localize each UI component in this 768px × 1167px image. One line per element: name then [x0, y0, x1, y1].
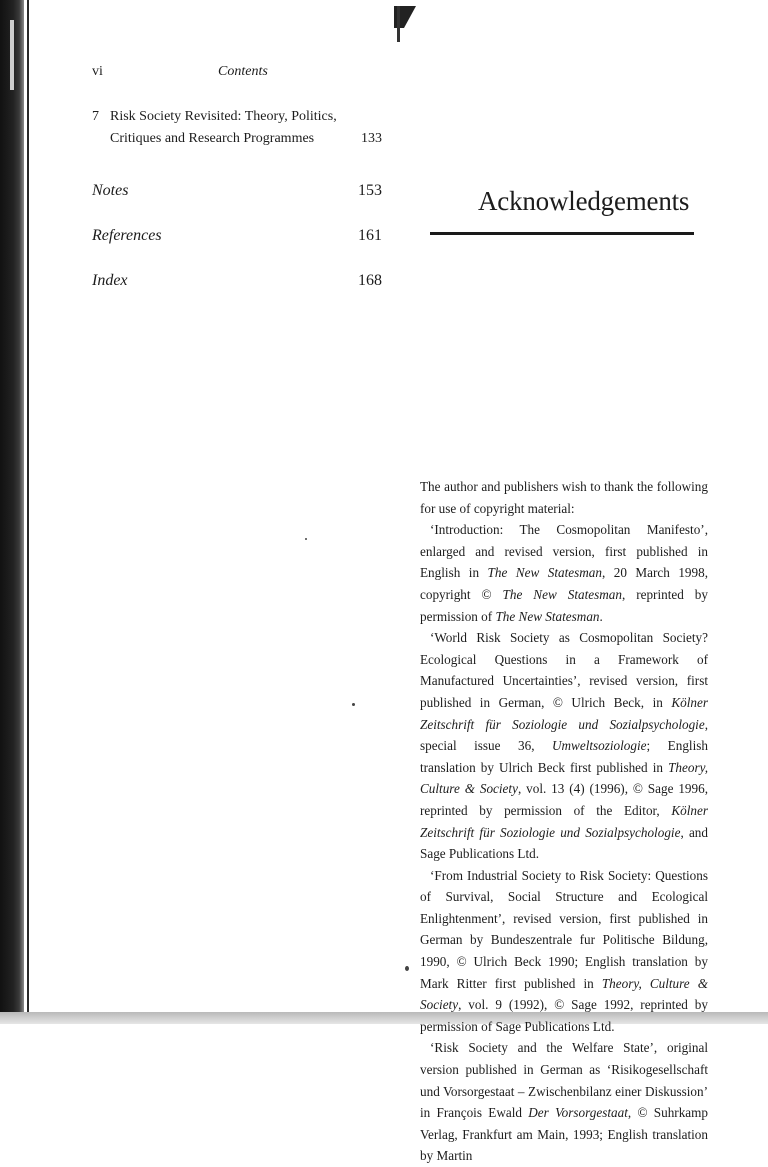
entry-text: , reprinted by permission of	[420, 586, 708, 624]
toc-item-label: Notes	[92, 182, 129, 199]
entry-text: , special issue 36,	[420, 716, 708, 754]
acknowledgement-entry	[420, 519, 708, 627]
entry-text: ‘Risk Society and the Welfare State’, original version published in German as ‘Risikogesellschaft und Vorsorgestaat – Zwischenbilanz einer Diskussion’ in François Ewald	[420, 1040, 708, 1121]
publication-title: The New Statesman	[495, 608, 600, 624]
entry-text: , vol. 9 (1992), © Sage 1992, reprinted by permission of Sage Publications Ltd.	[420, 997, 708, 1034]
running-head	[92, 62, 392, 84]
toc-item-page: 168	[358, 272, 382, 289]
scan-mark-stroke	[397, 6, 400, 42]
entry-text: .	[599, 608, 603, 624]
toc-item-references[interactable]	[92, 227, 382, 245]
chapter-number: 7	[92, 109, 99, 124]
scan-speck	[352, 703, 355, 706]
publication-title: Theory, Culture & Society	[420, 975, 708, 1013]
toc-chapter-entry[interactable]	[92, 106, 382, 150]
entry-text: , 20 March 1998, copyright ©	[420, 565, 708, 602]
entry-text: ‘From Industrial Society to Risk Society: Questions of Survival, Social Structure and Ecological Enlightenment’, revised version, first published in German by Bundeszentrale fur Politische Bildung, 1990, © Ulrich Beck 1990; English translation by Mark Ritter first published in	[420, 867, 708, 991]
acknowledgements-page	[420, 0, 720, 1164]
acknowledgement-entry	[420, 865, 708, 1038]
title-rule	[430, 232, 694, 235]
toc-item-notes[interactable]	[92, 182, 382, 200]
binding-highlight	[10, 20, 14, 90]
page-title: Acknowledgements	[478, 186, 690, 216]
entry-text: , and Sage Publications Ltd.	[420, 824, 708, 862]
publication-title: Kölner Zeitschrift für Soziologie und Sozialpsychologie	[420, 802, 708, 840]
intro-paragraph: The author and publishers wish to thank the following for use of copyright material:	[420, 479, 708, 516]
toc-item-page: 153	[358, 182, 382, 199]
binding-edge-line	[27, 0, 29, 1012]
toc-item-label: References	[92, 227, 162, 244]
entry-text: , © Suhrkamp Verlag, Frankfurt am Main, 1993; English translation by Martin	[420, 1105, 708, 1164]
scan-speck	[305, 538, 307, 540]
publication-title: The New Statesman	[487, 565, 602, 581]
scan-speck	[405, 966, 409, 971]
acknowledgement-entry	[420, 1037, 708, 1167]
toc-item-label: Index	[92, 272, 128, 289]
publication-title: Der Vorsorgestaat	[528, 1105, 628, 1121]
toc-item-page: 161	[358, 227, 382, 244]
publication-title: Theory, Culture & Society	[420, 759, 708, 797]
entry-text: ; English translation by Ulrich Beck first published in	[420, 738, 708, 775]
binding-shadow	[0, 0, 24, 1012]
entry-text: ‘World Risk Society as Cosmopolitan Society? Ecological Questions in a Framework of Manufactured Uncertainties’, revised version, first published in German, © Ulrich Beck, in	[420, 630, 708, 710]
entry-text: ‘Introduction: The Cosmopolitan Manifesto’, enlarged and revised version, first published in English in	[420, 522, 708, 581]
table-of-contents	[92, 106, 382, 150]
publication-title: Umweltsoziologie	[552, 738, 647, 754]
entry-text: , vol. 13 (4) (1996), © Sage 1996, reprinted by permission of the Editor,	[420, 781, 708, 818]
toc-item-index[interactable]	[92, 272, 382, 290]
acknowledgements-body	[420, 476, 708, 1167]
publication-title: The New Statesman	[502, 586, 622, 602]
contents-page	[92, 62, 392, 289]
chapter-page: 133	[361, 131, 382, 146]
page-number: vi	[92, 64, 103, 79]
acknowledgement-entry	[420, 627, 708, 865]
publication-title: Kölner Zeitschrift für Soziologie und Sozialpsychologie	[420, 694, 708, 732]
running-title: Contents	[218, 64, 268, 79]
chapter-title: Risk Society Revisited: Theory, Politics, Critiques and Research Programmes	[110, 109, 337, 146]
